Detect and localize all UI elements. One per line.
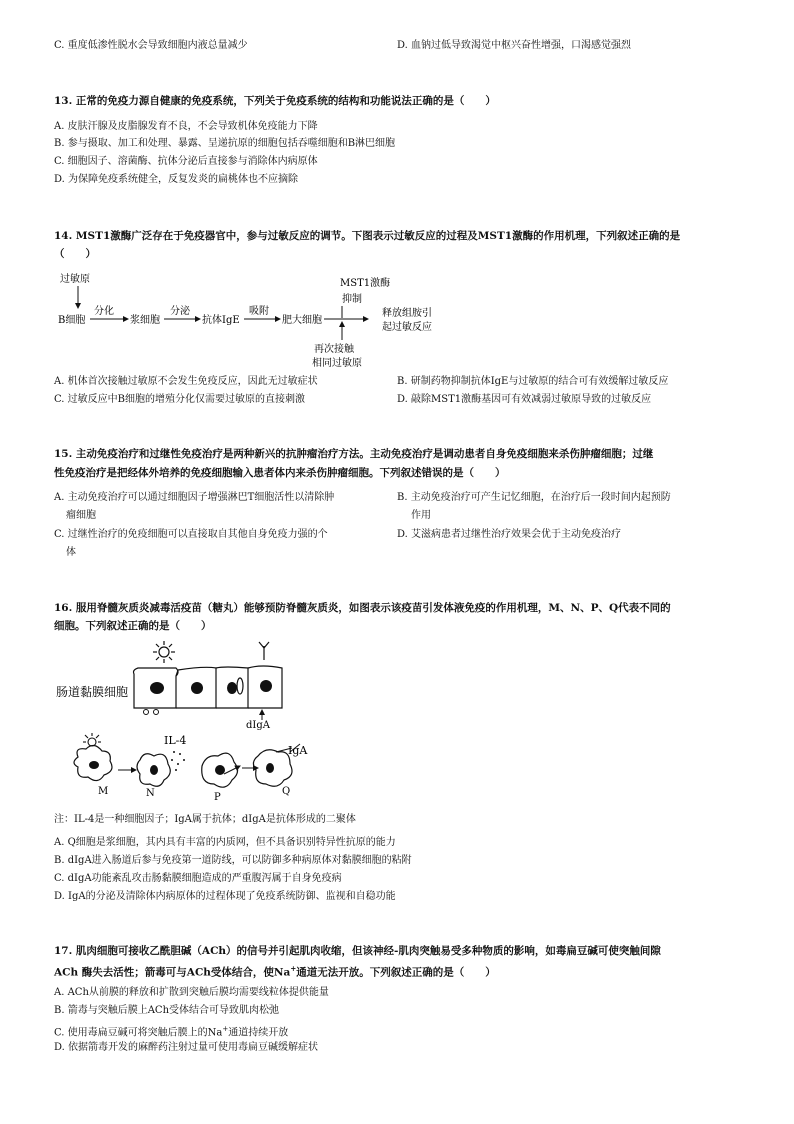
q17-option-c bbox=[54, 1021, 288, 1041]
q16-option-d: D. IgA的分泌及清除体内病原体的过程体现了免疫系统防御、监视和自稳功能 bbox=[54, 891, 396, 902]
q15-option-b-line2: 作用 bbox=[411, 510, 431, 521]
q16-immune-diagram bbox=[54, 640, 334, 802]
q13-stem: 13. 正常的免疫力源自健康的免疫系统，下列关于免疫系统的结构和功能说法正确的是（ ） bbox=[54, 95, 496, 107]
q14-stem-line2: （ ） bbox=[54, 248, 96, 260]
q17-stem-sup: + bbox=[290, 964, 297, 973]
q14-option-d: D. 敲除MST1激酶基因可有效减弱过敏原导致的过敏反应 bbox=[397, 394, 652, 405]
q14-option-a: A. 机体首次接触过敏原不会发生免疫反应，因此无过敏症状 bbox=[54, 376, 318, 387]
q14-stem-line1: 14. MST1激酶广泛存在于免疫器官中，参与过敏反应的调节。下图表示过敏反应的过程及MST1激酶的作用机理，下列叙述正确的是 bbox=[54, 230, 681, 242]
differentiate-label: 分化 bbox=[94, 306, 114, 317]
secrete-label: 分泌 bbox=[170, 306, 190, 317]
q13-option-b: B. 参与摄取、加工和处理、暴露、呈递抗原的细胞包括吞噬细胞和B淋巴细胞 bbox=[54, 138, 396, 149]
q14-allergy-diagram bbox=[54, 268, 454, 372]
q13-option-a: A. 皮肤汗腺及皮脂腺发育不良，不会导致机体免疫能力下降 bbox=[54, 121, 318, 132]
diga-label: dIgA bbox=[246, 720, 270, 731]
q17-option-c-sup: + bbox=[222, 1025, 229, 1033]
q16-stem-line2: 细胞。下列叙述正确的是（ ） bbox=[54, 620, 212, 632]
mast-label: 肥大细胞 bbox=[282, 315, 322, 326]
q14-option-c: C. 过敏反应中B细胞的增殖分化仅需要过敏原的直接刺激 bbox=[54, 394, 306, 405]
m-virus-icon bbox=[83, 733, 101, 746]
virus-icon bbox=[153, 641, 175, 663]
q15-option-d: D. 艾滋病患者过继性治疗效果会优于主动免疫治疗 bbox=[397, 529, 622, 540]
q17-option-d: D. 依据箭毒开发的麻醉药注射过量可使用毒扁豆碱缓解症状 bbox=[54, 1042, 319, 1053]
q17-option-c-b: 通道持续开放 bbox=[228, 1027, 289, 1039]
q17-stem-line2-a: ACh 酶失去活性；箭毒可与ACh受体结合，使Na bbox=[54, 966, 291, 979]
plasma-label: 浆细胞 bbox=[130, 315, 160, 326]
inhibit-label: 抑制 bbox=[342, 294, 362, 305]
iga-label: IgA bbox=[288, 744, 308, 757]
q17-stem-line2-b: 通道无法开放。下列叙述正确的是（ ） bbox=[296, 966, 496, 979]
q16-option-a: A. Q细胞是浆细胞，其内具有丰富的内质网，但不具备识别特异性抗原的能力 bbox=[54, 837, 396, 848]
release-label-2: 起过敏反应 bbox=[382, 322, 432, 333]
q15-stem-line1: 15. 主动免疫治疗和过继性免疫治疗是两种新兴的抗肿瘤治疗方法。主动免疫治疗是调动患者自身免疫细胞来杀伤肿瘤细胞；过继 bbox=[54, 448, 654, 460]
ige-label: 抗体IgE bbox=[202, 315, 240, 326]
q12-option-d: D. 血钠过低导致渴觉中枢兴奋性增强，口渴感觉强烈 bbox=[397, 40, 632, 51]
q17-stem-line1: 17. 肌肉细胞可接收乙酰胆碱（ACh）的信号并引起肌肉收缩，但该神经-肌肉突触易受多种物质的影响，如毒扁豆碱可使突触间隙 bbox=[54, 945, 661, 957]
m-label: M bbox=[98, 786, 109, 797]
q13-option-c: C. 细胞因子、溶菌酶、抗体分泌后直接参与消除体内病原体 bbox=[54, 156, 318, 167]
q15-stem-line2: 性免疫治疗是把经体外培养的免疫细胞输入患者体内来杀伤肿瘤细胞。下列叙述错误的是（ ） bbox=[54, 467, 506, 479]
q16-option-c: C. dIgA功能紊乱攻击肠黏膜细胞造成的严重腹泻属于自身免疫病 bbox=[54, 873, 342, 884]
q17-option-b: B. 箭毒与突触后膜上ACh受体结合可导致肌肉松弛 bbox=[54, 1005, 280, 1016]
q17-option-a: A. ACh从前膜的释放和扩散到突触后膜均需要线粒体提供能量 bbox=[54, 987, 329, 998]
virus-particles bbox=[144, 710, 159, 715]
recontact-label-2: 相同过敏原 bbox=[312, 358, 362, 369]
p-label: P bbox=[214, 792, 221, 802]
bcell-label: B细胞 bbox=[58, 315, 86, 326]
q15-option-b-line1: B. 主动免疫治疗可产生记忆细胞，在治疗后一段时间内起预防 bbox=[397, 492, 671, 503]
q15-option-a-line2: 瘤细胞 bbox=[66, 510, 96, 521]
mst1-label: MST1激酶 bbox=[340, 278, 391, 289]
q12-option-c: C. 重度低渗性脱水会导致细胞内液总量减少 bbox=[54, 40, 248, 51]
cell-nuclei bbox=[150, 680, 272, 694]
q14-option-b: B. 研制药物抑制抗体IgE与过敏原的结合可有效缓解过敏反应 bbox=[397, 376, 669, 387]
q13-option-d: D. 为保障免疫系统健全，反复发炎的扁桃体也不应摘除 bbox=[54, 174, 299, 185]
q15-option-c-line2: 体 bbox=[66, 547, 76, 558]
recontact-label-1: 再次接触 bbox=[314, 344, 354, 355]
cell-q bbox=[253, 750, 292, 787]
mucosa-label: 肠道黏膜细胞 bbox=[56, 685, 129, 699]
q17-stem-line2 bbox=[54, 959, 496, 983]
q15-option-c-line1: C. 过继性治疗的免疫细胞可以直接取自其他自身免疫力强的个 bbox=[54, 529, 328, 540]
cell-m bbox=[74, 745, 112, 780]
release-label-1: 释放组胺引 bbox=[382, 308, 432, 319]
cell-n bbox=[137, 754, 170, 787]
q17-option-c-a: C. 使用毒扁豆碱可将突触后膜上的Na bbox=[54, 1027, 223, 1039]
q16-option-b: B. dIgA进入肠道后参与免疫第一道防线，可以防御多种病原体对黏膜细胞的粘附 bbox=[54, 855, 412, 866]
n-label: N bbox=[146, 788, 155, 799]
il4-label: IL-4 bbox=[164, 734, 187, 747]
il4-dots bbox=[171, 751, 185, 771]
q16-note: 注：IL-4是一种细胞因子；IgA属于抗体；dIgA是抗体形成的二聚体 bbox=[54, 814, 356, 825]
allergen-label: 过敏原 bbox=[60, 274, 90, 285]
adsorb-label: 吸附 bbox=[249, 306, 269, 317]
q15-option-a-line1: A. 主动免疫治疗可以通过细胞因子增强淋巴T细胞活性以清除肿 bbox=[54, 492, 335, 503]
q-label: Q bbox=[282, 786, 291, 797]
q16-stem-line1: 16. 服用脊髓灰质炎减毒活疫苗（糖丸）能够预防脊髓灰质炎，如图表示该疫苗引发体液免疫的作用机理，M、N、P、Q代表不同的 bbox=[54, 602, 671, 614]
